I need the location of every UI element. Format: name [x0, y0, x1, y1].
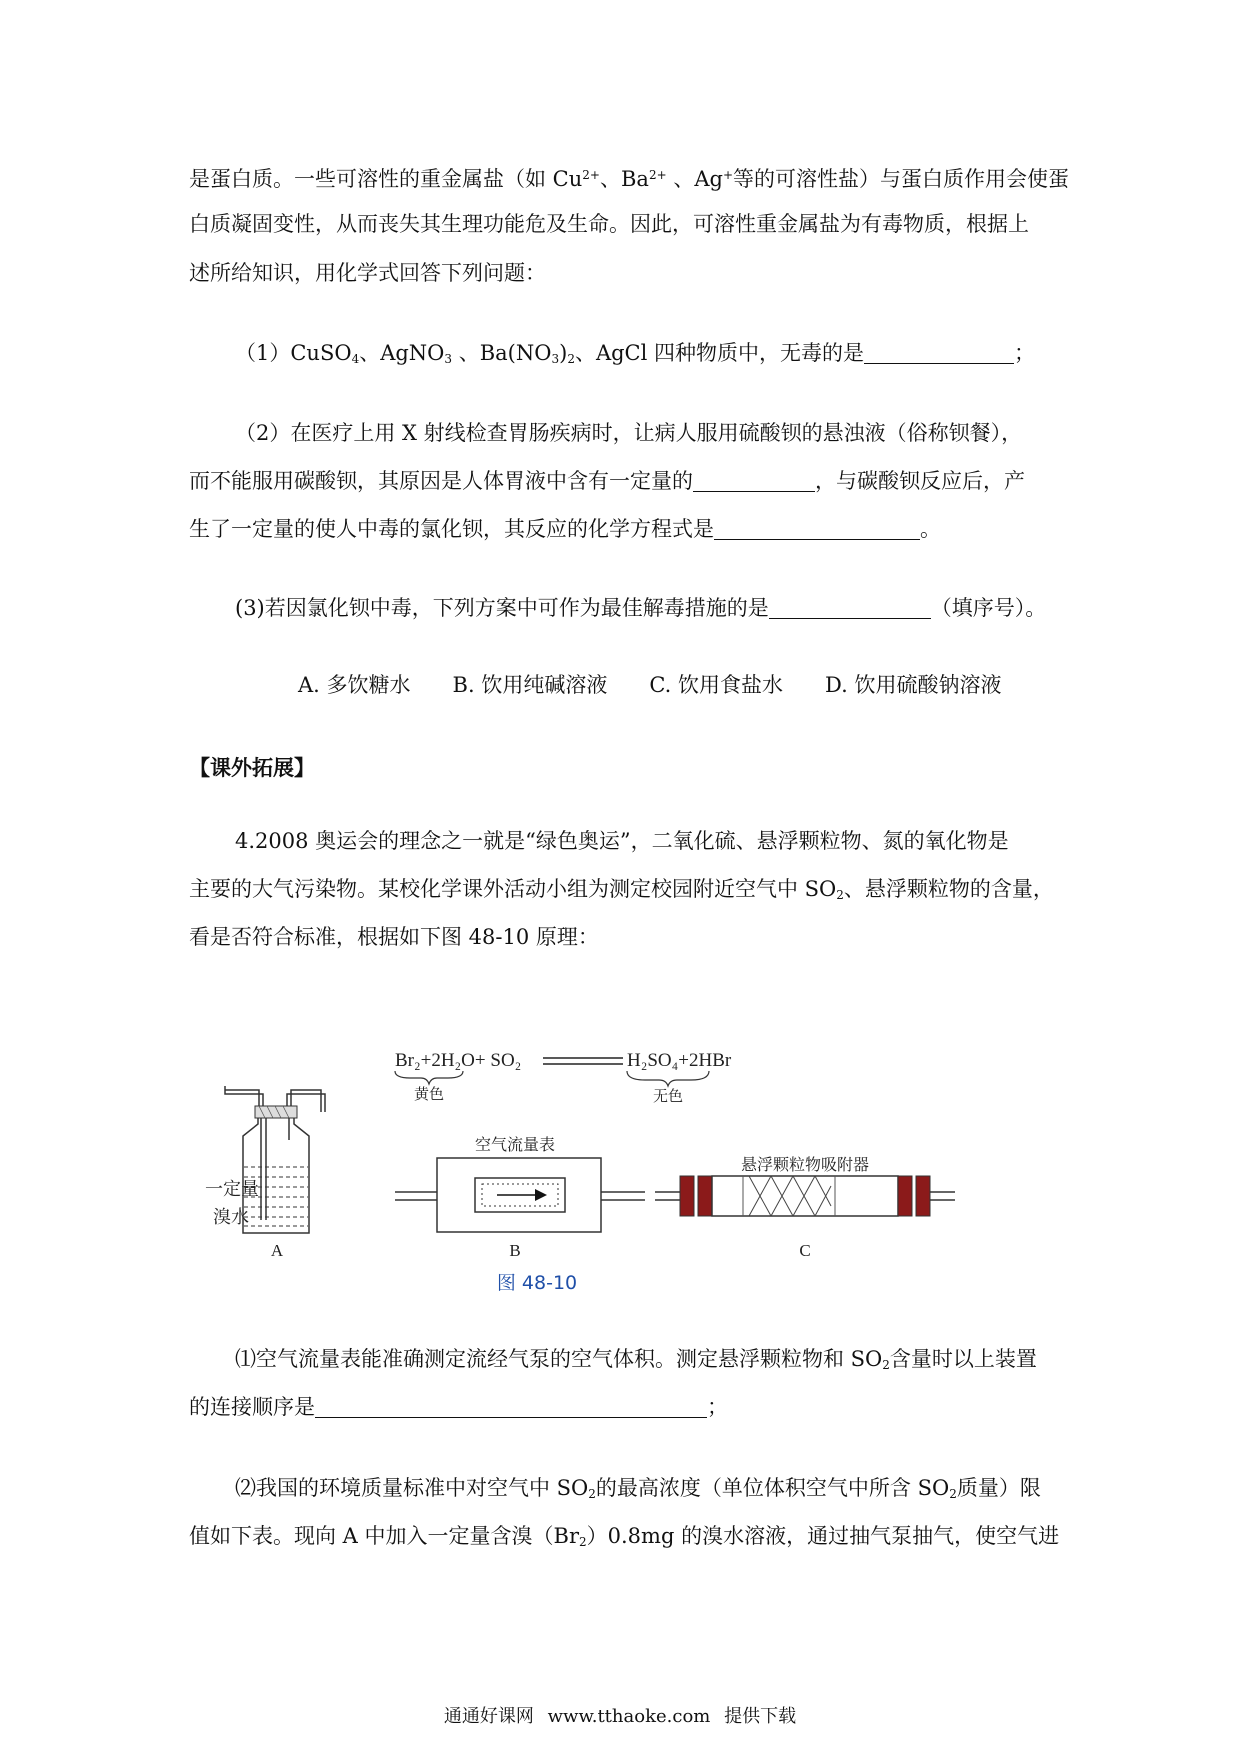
- section-heading: 【课外拓展】: [189, 756, 315, 780]
- a-label-1: 一定量: [205, 1179, 259, 1200]
- question-2-line3: 生了一定量的使人中毒的氯化钡，其反应的化学方程式是 。: [189, 517, 941, 541]
- problem-4-line2: 主要的大气污染物。某校化学课外活动小组为测定校园附近空气中 $SO_2$、悬浮颗粒物的含量，: [189, 877, 1054, 902]
- apparatus-b: [395, 1158, 645, 1232]
- problem-4-line1: 4.2008 奥运会的理念之一就是“绿色奥运”，二氧化硫、悬浮颗粒物、氮的氧化物是: [235, 829, 1009, 853]
- a-label-2: 溴水: [213, 1207, 249, 1228]
- question-2-line2: 而不能服用碳酸钡，其原因是人体胃液中含有一定量的 ，与碳酸钡反应后，产: [189, 469, 1025, 493]
- b-letter: B: [509, 1241, 521, 1260]
- answer-blank-3[interactable]: [769, 596, 931, 619]
- answer-blank-sub1[interactable]: [315, 1395, 707, 1418]
- option-b[interactable]: B. 饮用纯碱溶液: [452, 673, 608, 697]
- answer-blank-2b[interactable]: [714, 517, 920, 540]
- para1-line2: 白质凝固变性，从而丧失其生理功能危及生命。因此，可溶性重金属盐为有毒物质，根据上: [189, 212, 1029, 236]
- figure-caption: 图 48-10: [496, 1272, 578, 1294]
- equation-left: Br₂+2H₂O+ SO₂: [395, 1050, 522, 1071]
- c-title: 悬浮颗粒物吸附器: [740, 1155, 870, 1174]
- question-3: (3)若因氯化钡中毒，下列方案中可作为最佳解毒措施的是 （填序号）。: [235, 596, 1047, 620]
- para1-line1: 是蛋白质。一些可溶性的重金属盐（如 $Cu^{2+}$、$Ba^{2+}$ 、Ag+等的可溶性盐）与蛋白质作用会使蛋: [189, 167, 1069, 191]
- footer-action: 提供下载: [724, 1706, 797, 1727]
- page-footer: [0, 1702, 1240, 1728]
- subq-1-line2: 的连接顺序是 ；: [189, 1395, 728, 1419]
- option-d[interactable]: D. 饮用硫酸钠溶液: [825, 673, 1002, 697]
- answer-blank-1[interactable]: [864, 341, 1014, 364]
- left-brace: [395, 1071, 463, 1084]
- question-1: （1）CuSO$_4$、AgNO$_3$ 、$Ba(NO_3)_2$、AgCl 四种物质中，无毒的是 ；: [235, 341, 1036, 366]
- b-title: 空气流量表: [474, 1135, 556, 1154]
- footer-site: 通通好课网: [443, 1706, 534, 1727]
- option-a[interactable]: A. 多饮糖水: [298, 673, 411, 697]
- option-c[interactable]: C. 饮用食盐水: [649, 673, 783, 697]
- apparatus-figure: [195, 1040, 975, 1300]
- right-brace: [627, 1071, 709, 1086]
- problem-4-line3: 看是否符合标准，根据如下图 48-10 原理：: [189, 925, 599, 949]
- footer-url[interactable]: www.tthaoke.com: [547, 1706, 711, 1727]
- subq-2-line1: ⑵我国的环境质量标准中对空气中 $SO_2$的最高浓度（单位体积空气中所含 $SO_2$质量）限: [235, 1476, 1041, 1501]
- a-letter: A: [270, 1241, 284, 1260]
- equation-right: H₂SO₄+2HBr: [627, 1050, 732, 1071]
- subq-2-line2: 值如下表。现向 A 中加入一定量含溴$(Br_2)0.8mg$ 的溴水溶液，通过抽气泵抽气，使空气进: [189, 1524, 1060, 1549]
- subq-1-line1: ⑴空气流量表能准确测定流经气泵的空气体积。测定悬浮颗粒物和 $SO_2$含量时以上装置: [235, 1347, 1037, 1372]
- question-3-options: [298, 670, 1043, 700]
- para1-line3: 述所给知识，用化学式回答下列问题：: [189, 261, 546, 285]
- c-letter: C: [799, 1241, 811, 1260]
- right-color-label: 无色: [652, 1087, 684, 1105]
- left-color-label: 黄色: [413, 1085, 445, 1103]
- question-2-line1: （2）在医疗上用 X 射线检查胃肠疾病时，让病人服用硫酸钡的悬浊液（俗称钡餐），: [235, 421, 1023, 445]
- apparatus-c: [655, 1176, 955, 1216]
- answer-blank-2a[interactable]: [693, 469, 815, 492]
